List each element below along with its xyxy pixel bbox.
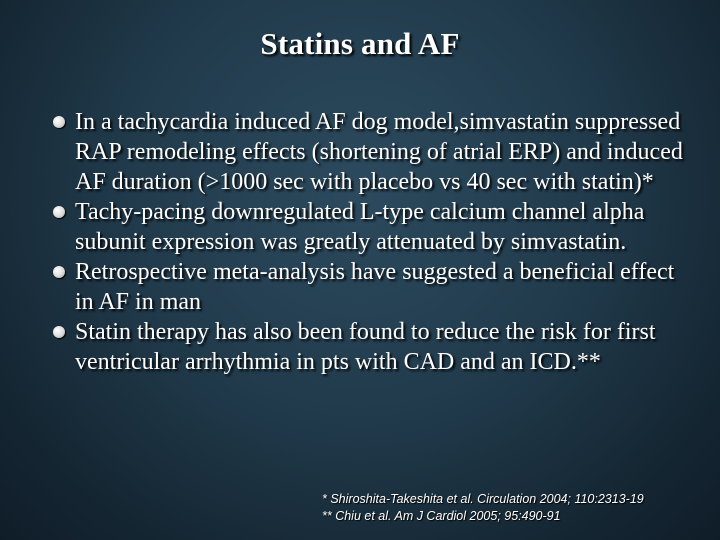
reference-2: ** Chiu et al. Am J Cardiol 2005; 95:490-91 [322,509,561,523]
reference-1: * Shiroshita-Takeshita et al. Circulation 2004; 110:2313-19 [322,492,644,506]
bullet-dot-icon [53,206,65,218]
slide-title: Statins and AF [260,26,460,61]
bullet-item [50,107,690,197]
bullet-list [50,107,690,377]
bullet-item [50,257,690,317]
bullet-dot-icon [53,266,65,278]
references [322,491,712,525]
bullet-item [50,317,690,377]
bullet-text: Tachy-pacing downregulated L-type calcium channel alpha subunit expression was greatly attenuated by simvastatin. [75,199,645,255]
bullet-text: In a tachycardia induced AF dog model,simvastatin suppressed RAP remodeling effects (shortening of atrial ERP) and induced AF duration (>1000 sec with placebo vs 40 sec with statin)* [75,109,683,195]
bullet-text: Retrospective meta-analysis have suggested a beneficial effect in AF in man [75,259,675,315]
bullet-text: Statin therapy has also been found to reduce the risk for first ventricular arrhythmia in pts with CAD and an ICD.** [75,319,656,375]
bullet-dot-icon [53,326,65,338]
bullet-item [50,197,690,257]
bullet-dot-icon [53,116,65,128]
